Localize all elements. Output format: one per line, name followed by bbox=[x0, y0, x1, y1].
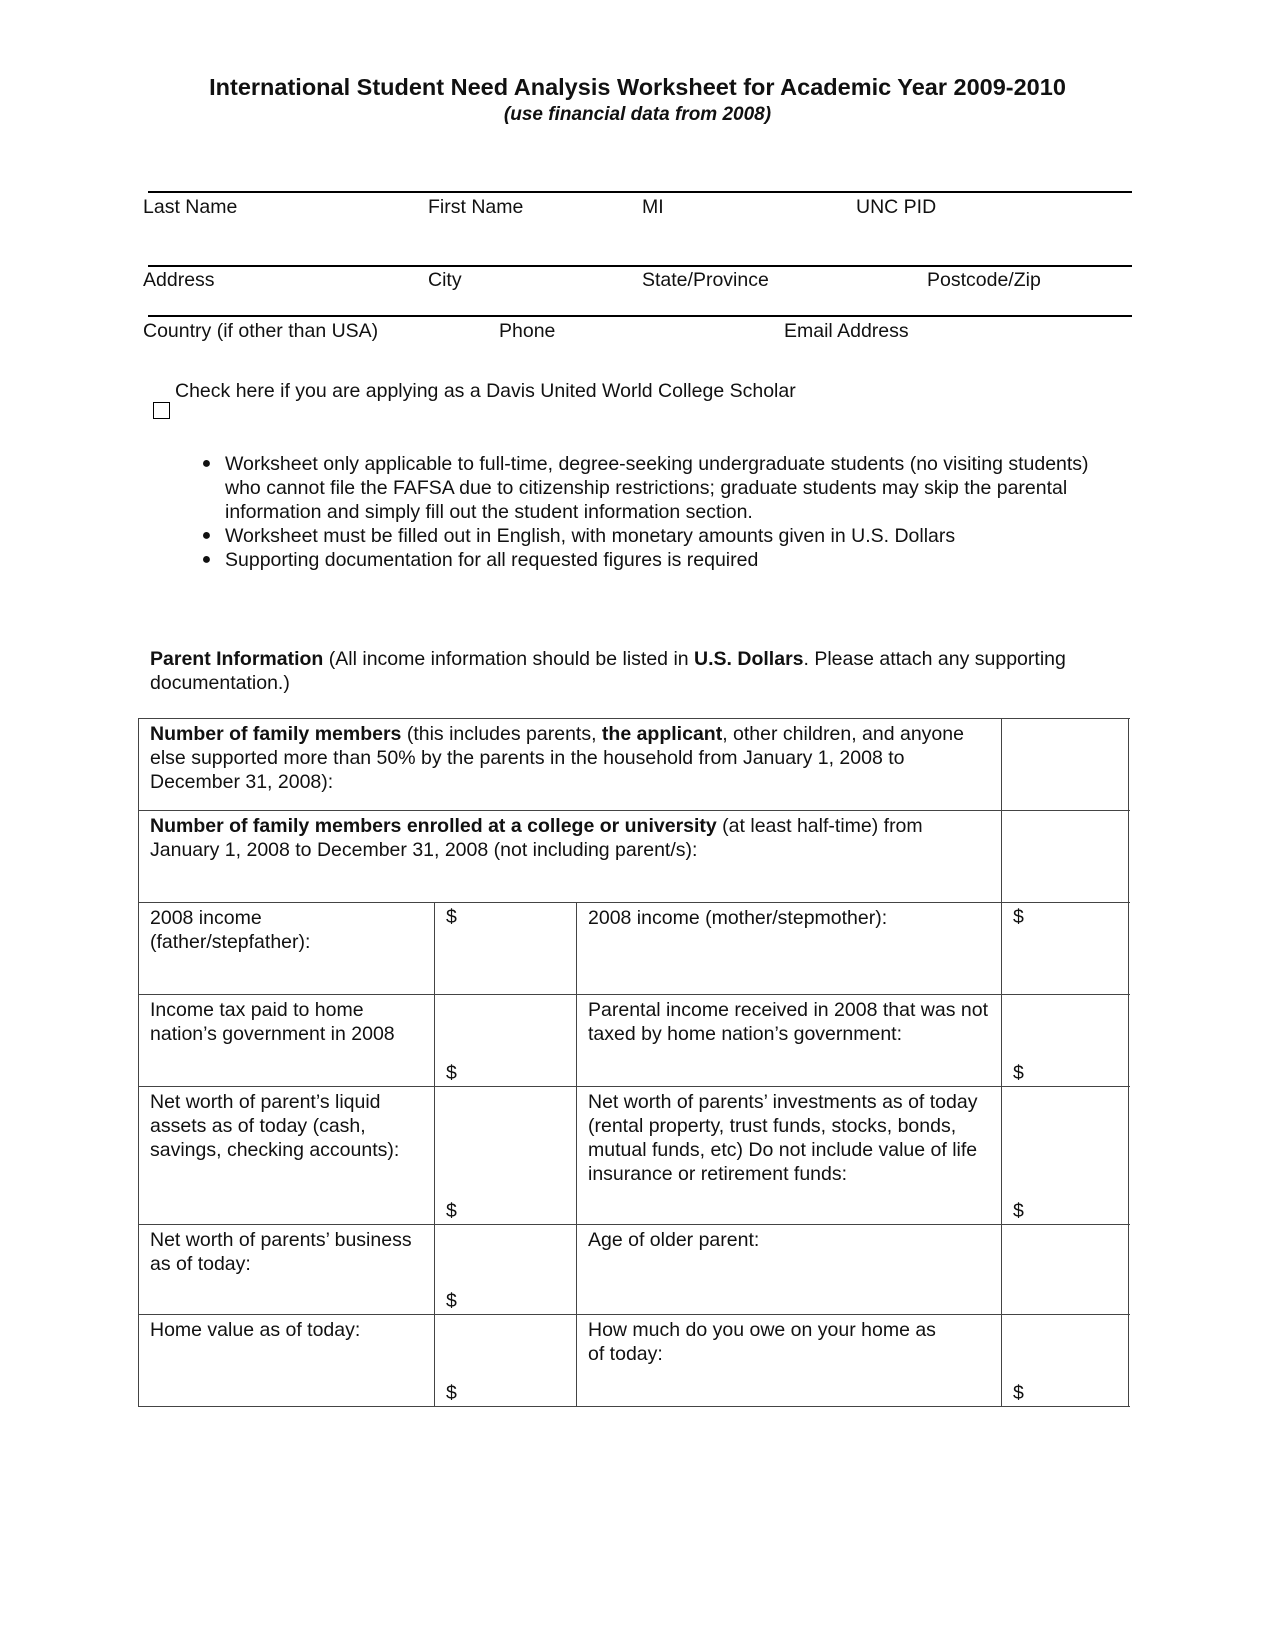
label-email: Email Address bbox=[784, 320, 909, 342]
business-worth-label: Net worth of parents’ business as of today: bbox=[150, 1229, 412, 1275]
parent-information-heading: Parent Information bbox=[150, 648, 324, 670]
label-address: Address bbox=[143, 269, 215, 291]
mother-income-label: 2008 income (mother/stepmother): bbox=[588, 907, 888, 929]
investments-dollar[interactable]: $ bbox=[1013, 1200, 1024, 1222]
label-bold: the applicant bbox=[601, 723, 723, 745]
home-owed-dollar[interactable]: $ bbox=[1013, 1382, 1024, 1404]
parent-information-intro bbox=[150, 647, 1080, 695]
income-tax-label: Income tax paid to home nation’s government in 2008 bbox=[150, 999, 395, 1045]
list-item bbox=[188, 548, 1118, 572]
davis-scholar-checkbox-label: Check here if you are applying as a Davis United World College Scholar bbox=[175, 380, 796, 402]
instructions-list bbox=[188, 452, 1118, 572]
label-text: , other children, and anyone else supported more than 50% by the parents in the household from January 1, 2008 to December 31, 2008): bbox=[150, 723, 964, 793]
investments-label: Net worth of parents’ investments as of today (rental property, trust funds, stocks, bonds, mutual funds, etc) Do not include value of life insurance or retirement funds: bbox=[588, 1091, 978, 1185]
davis-scholar-checkbox[interactable] bbox=[153, 402, 170, 419]
label-first-name: First Name bbox=[428, 196, 524, 218]
bullet-icon: ● bbox=[201, 455, 212, 472]
list-item bbox=[188, 452, 1118, 524]
label-phone: Phone bbox=[499, 320, 556, 342]
enrolled-members-input[interactable] bbox=[1002, 811, 1128, 902]
list-item bbox=[188, 524, 1118, 548]
page-title: International Student Need Analysis Worksheet for Academic Year 2009-2010 bbox=[209, 74, 1066, 100]
label-bold: Number of family members enrolled at a college or university bbox=[150, 815, 717, 837]
table-row-divider bbox=[138, 1224, 1130, 1225]
home-owed-label: How much do you owe on your home as of today: bbox=[588, 1319, 936, 1365]
untaxed-income-dollar[interactable]: $ bbox=[1013, 1062, 1024, 1084]
label-bold: Number of family members bbox=[150, 723, 402, 745]
label-unc-pid: UNC PID bbox=[856, 196, 937, 218]
parent-info-text-2: . Please attach any supporting documentation.) bbox=[150, 648, 1066, 694]
table-border bbox=[138, 718, 1130, 719]
table-row-divider bbox=[138, 1086, 1130, 1087]
table-row-divider bbox=[138, 902, 1130, 903]
rule-address bbox=[148, 265, 1132, 267]
family-members-input[interactable] bbox=[1002, 719, 1128, 810]
table-border bbox=[1128, 718, 1129, 1406]
table-col-divider bbox=[576, 902, 577, 1406]
table-col-divider bbox=[434, 902, 435, 1406]
parent-information-table bbox=[138, 718, 1130, 1444]
parent-info-text: (All income information should be listed in bbox=[323, 648, 695, 670]
rule-top bbox=[148, 191, 1132, 193]
bullet-icon: ● bbox=[201, 527, 212, 544]
liquid-assets-dollar[interactable]: $ bbox=[446, 1200, 457, 1222]
page-subtitle: (use financial data from 2008) bbox=[503, 104, 772, 125]
enrolled-members-label bbox=[150, 814, 990, 862]
bullet-text: Worksheet must be filled out in English, with monetary amounts given in U.S. Dollars bbox=[225, 525, 956, 547]
home-value-label: Home value as of today: bbox=[150, 1319, 361, 1341]
rule-country bbox=[148, 315, 1132, 317]
label-state-province: State/Province bbox=[642, 269, 769, 291]
bullet-text: Supporting documentation for all requested figures is required bbox=[225, 549, 759, 571]
label-text: (at least half-time) from January 1, 2008 to December 31, 2008 (not including parent/s): bbox=[150, 815, 923, 861]
label-last-name: Last Name bbox=[143, 196, 238, 218]
label-country: Country (if other than USA) bbox=[143, 320, 379, 342]
table-border bbox=[138, 718, 139, 1406]
father-income-label: 2008 income (father/stepfather): bbox=[150, 907, 311, 953]
table-row-divider bbox=[138, 810, 1130, 811]
untaxed-income-label: Parental income received in 2008 that was not taxed by home nation’s government: bbox=[588, 999, 988, 1045]
table-border bbox=[138, 1406, 1130, 1407]
label-text: (this includes parents, bbox=[401, 723, 602, 745]
liquid-assets-label: Net worth of parent’s liquid assets as of today (cash, savings, checking accounts): bbox=[150, 1091, 400, 1161]
mother-income-dollar[interactable]: $ bbox=[1013, 906, 1024, 928]
parent-info-usd: U.S. Dollars bbox=[694, 648, 804, 670]
table-row-divider bbox=[138, 1314, 1130, 1315]
label-postcode-zip: Postcode/Zip bbox=[927, 269, 1041, 291]
home-value-dollar[interactable]: $ bbox=[446, 1382, 457, 1404]
older-parent-age-label: Age of older parent: bbox=[588, 1229, 760, 1251]
business-worth-dollar[interactable]: $ bbox=[446, 1290, 457, 1312]
father-income-dollar[interactable]: $ bbox=[446, 906, 457, 928]
income-tax-dollar[interactable]: $ bbox=[446, 1062, 457, 1084]
label-mi: MI bbox=[642, 196, 664, 218]
table-row-divider bbox=[138, 994, 1130, 995]
bullet-text: Worksheet only applicable to full-time, degree-seeking undergraduate students (no visiting students) who cannot file the FAFSA due to citizenship restrictions; graduate students may skip the parental information and simply fill out the student information section. bbox=[225, 453, 1089, 523]
label-city: City bbox=[428, 269, 462, 291]
bullet-icon: ● bbox=[201, 551, 212, 568]
older-parent-age-input[interactable] bbox=[1002, 1225, 1128, 1314]
family-members-label bbox=[150, 722, 990, 794]
